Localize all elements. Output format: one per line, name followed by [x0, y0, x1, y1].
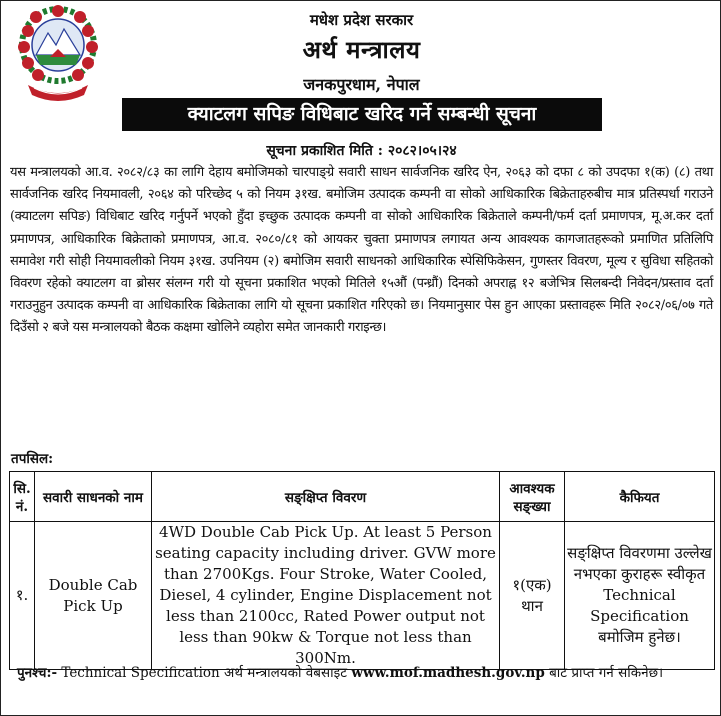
- postscript-label: पुनश्च:-: [17, 665, 58, 681]
- notice-title: क्याटलग सपिङ विधिबाट खरिद गर्ने सम्बन्धी सूचना: [122, 98, 602, 131]
- schedule-label: तपसिल:: [11, 451, 54, 467]
- header-vehicle-name: सवारी साधनको नाम: [35, 472, 152, 522]
- header-sn: सि. नं.: [10, 472, 35, 522]
- table-header-row: [10, 472, 715, 522]
- header-quantity: आवश्यक सङ्ख्या: [500, 472, 565, 522]
- header-brief-description: सङ्क्षिप्त विवरण: [152, 472, 500, 522]
- cell-vehicle-name: Double Cab Pick Up: [35, 522, 152, 670]
- government-name: मधेश प्रदेश सरकार: [309, 11, 414, 29]
- location: जनकपुरधाम, नेपाल: [303, 75, 420, 94]
- cell-sn: १.: [10, 522, 35, 670]
- cell-quantity: १(एक) थान: [500, 522, 565, 670]
- vehicle-spec-table: [9, 471, 715, 670]
- cell-brief-description: 4WD Double Cab Pick Up. At least 5 Person seating capacity including driver. GVW more than 2700Kgs. Four Stroke, Water Cooled, Diesel, 4 cylinder, Engine Displacement not less than 2100cc, Rated Power output not less than 90kw & Torque not less than 300Nm.: [152, 522, 500, 670]
- postscript-text: Technical Specification अर्थ मन्त्रालयको वेबसाइट: [61, 665, 348, 681]
- publication-date: सूचना प्रकाशित मिति : २०८२।०५।२४: [266, 143, 457, 159]
- postscript: [17, 662, 707, 684]
- cell-remarks: सङ्क्षिप्त विवरणमा उल्लेख नभएका कुराहरू स्वीकृत Technical Specification बमोजिम हुनेछ।: [565, 522, 715, 670]
- header-remarks: कैफियत: [565, 472, 715, 522]
- table-row: [10, 522, 715, 670]
- notice-body: यस मन्त्रालयको आ.व. २०८२/८३ का लागि देहाय बमोजिमको चारपाङ्ग्रे सवारी साधन सार्वजनिक खरिद ऐन, २०६३ को दफा ८ को उपदफा १(क) (८) तथा सार्वजनिक खरिद नियमावली, २०६४ को परिच्छेद ५ को नियम ३१ख. बमोजिम उत्पादक कम्पनी वा सोको आधिकारिक बिक्रेताहरुबीच मात्र प्रतिस्पर्धा गराउने (क्याटलग सपिङ) विधिबाट खरिद गर्नुपर्ने भएको हुँदा इच्छुक उत्पादक कम्पनी वा सोको आधिकारिक बिक्रेताले कम्पनी/फर्म दर्ता प्रमाणपत्र, मू.अ.कर दर्ता प्रमाणपत्र, आधिकारिक बिक्रेताको प्रमाणपत्र, आ.व. २०८०/८१ को आयकर चुक्ता प्रमाणपत्र लगायत अन्य आवश्यक कागजातहरूको प्रमाणित प्रतिलिपि समावेश गरी सोही नियमावलीको नियम ३१ख. उपनियम (२) बमोजिम सवारी साधनको आधिकारिक स्पेसिफिकेसन, गुणस्तर विवरण, मूल्य र सुविधा सहितको विवरण रहेको क्याटलग वा ब्रोसर संलग्न गरी यो सूचना प्रकाशित भएको मितिले १५औं (पन्ध्रौं) दिनको अपराह्न १२ बजेभित्र सिलबन्दी निवेदन/प्रस्ताव दर्ता गराउनुहुन उत्पादक कम्पनी वा आधिकारिक बिक्रेताका लागि यो सूचना प्रकाशित गरिएको छ। नियमानुसार पेस हुन आएका प्रस्तावहरू मिति २०८२/०६/०७ गते दिउँसो २ बजे यस मन्त्रालयको बैठक कक्षमा खोलिने व्यहोरा समेत जानकारी गराइन्छ।: [10, 165, 713, 336]
- postscript-text-end: बाट प्राप्त गर्न सकिनेछ।: [549, 665, 664, 681]
- website-link[interactable]: www.mof.madhesh.gov.np: [351, 665, 545, 681]
- ministry-name: अर्थ मन्त्रालय: [302, 36, 421, 64]
